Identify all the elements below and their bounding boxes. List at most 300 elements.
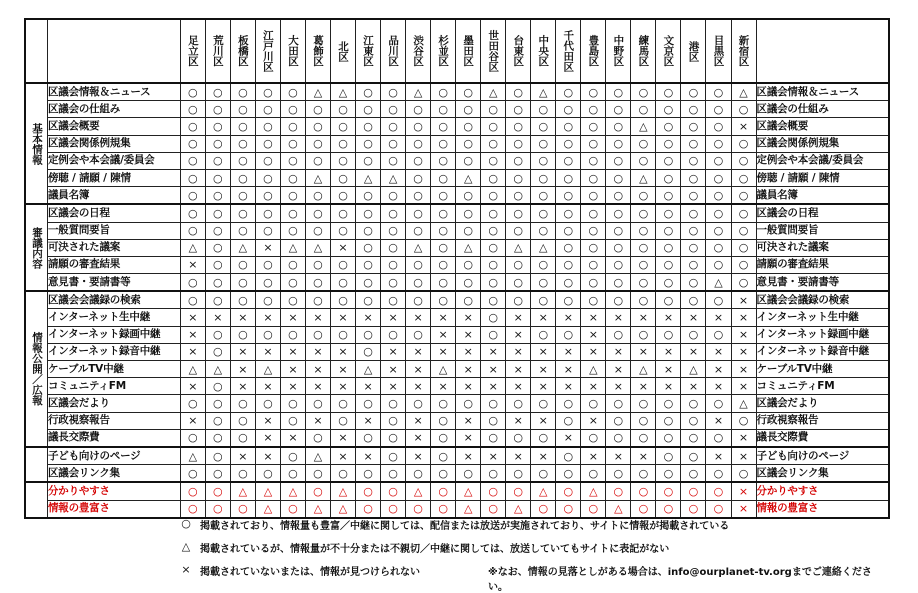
rating-mark: ○: [706, 500, 731, 518]
rating-mark: ×: [656, 378, 681, 395]
rating-mark: ○: [331, 169, 356, 186]
rating-mark: ○: [381, 291, 406, 309]
rating-mark: ○: [205, 465, 230, 483]
rating-mark: ○: [556, 291, 581, 309]
rating-mark: ○: [205, 291, 230, 309]
rating-mark: ○: [205, 482, 230, 500]
rating-mark: ○: [406, 274, 431, 292]
rating-mark: ○: [280, 101, 305, 118]
rating-mark: ○: [456, 256, 481, 273]
ward-header: [706, 19, 731, 83]
rating-mark: ○: [280, 500, 305, 518]
rating-mark: ×: [456, 429, 481, 447]
rating-mark: ○: [255, 326, 280, 343]
table-row: [25, 465, 889, 483]
rating-mark: △: [280, 239, 305, 256]
rating-mark: ○: [581, 187, 606, 205]
rating-mark: ○: [431, 187, 456, 205]
row-label: 区議会会議録の検索: [47, 291, 180, 309]
rating-mark: ×: [406, 361, 431, 378]
rating-mark: ○: [230, 256, 255, 273]
rating-mark: ○: [481, 187, 506, 205]
rating-mark: ×: [556, 378, 581, 395]
ward-header: [280, 19, 305, 83]
legend-circle-text: 掲載されており、情報量も豊富／中継に関しては、配信または放送が実施されており、サイトに情報が掲載されている: [200, 521, 730, 532]
rating-mark: ○: [280, 118, 305, 135]
rating-mark: △: [456, 500, 481, 518]
rating-mark: ×: [456, 412, 481, 429]
row-label: 区議会情報＆ニュース: [47, 83, 180, 101]
ward-name: 板橋区: [236, 35, 249, 67]
rating-mark: ○: [280, 135, 305, 152]
rating-mark: ○: [706, 326, 731, 343]
rating-mark: ×: [731, 291, 756, 309]
rating-mark: ○: [606, 256, 631, 273]
table-row: [25, 101, 889, 118]
ward-header: [581, 19, 606, 83]
rating-mark: ○: [456, 274, 481, 292]
rating-mark: ○: [356, 135, 381, 152]
rating-mark: ○: [506, 465, 531, 483]
rating-mark: ×: [506, 361, 531, 378]
rating-mark: ×: [731, 118, 756, 135]
rating-mark: ○: [456, 118, 481, 135]
rating-mark: ○: [180, 152, 205, 169]
rating-mark: ×: [606, 378, 631, 395]
rating-mark: ○: [581, 291, 606, 309]
rating-mark: ○: [331, 204, 356, 222]
rating-mark: ×: [255, 239, 280, 256]
rating-mark: ×: [356, 447, 381, 465]
rating-mark: ×: [331, 343, 356, 360]
rating-mark: ○: [305, 118, 330, 135]
rating-mark: ○: [681, 256, 706, 273]
rating-mark: ○: [230, 222, 255, 239]
rating-mark: △: [531, 239, 556, 256]
row-label: 分かりやすさ: [47, 482, 180, 500]
rating-mark: ○: [331, 101, 356, 118]
rating-mark: △: [255, 361, 280, 378]
rating-mark: ○: [280, 447, 305, 465]
rating-mark: ○: [406, 291, 431, 309]
rating-mark: ○: [681, 274, 706, 292]
rating-mark: △: [305, 447, 330, 465]
rating-mark: △: [456, 169, 481, 186]
rating-mark: ○: [431, 101, 456, 118]
rating-mark: ○: [481, 169, 506, 186]
rating-mark: ×: [305, 361, 330, 378]
rating-mark: ○: [631, 395, 656, 412]
ward-header: [481, 19, 506, 83]
rating-mark: ○: [656, 83, 681, 101]
rating-mark: ○: [556, 395, 581, 412]
rating-mark: ○: [531, 204, 556, 222]
rating-mark: ○: [305, 152, 330, 169]
rating-mark: ○: [606, 169, 631, 186]
rating-mark: ○: [656, 239, 681, 256]
row-label-right: 区議会概要: [756, 118, 889, 135]
rating-mark: ○: [280, 83, 305, 101]
rating-mark: ○: [656, 118, 681, 135]
table-row: [25, 222, 889, 239]
rating-mark: ×: [305, 378, 330, 395]
rating-mark: △: [456, 482, 481, 500]
rating-mark: ○: [180, 135, 205, 152]
rating-mark: ×: [255, 343, 280, 360]
rating-mark: ○: [431, 395, 456, 412]
row-label: インターネット生中継: [47, 309, 180, 326]
ward-name: 足立区: [186, 35, 199, 67]
rating-mark: ○: [556, 256, 581, 273]
rating-mark: ×: [581, 447, 606, 465]
rating-mark: ○: [481, 118, 506, 135]
rating-mark: ○: [230, 135, 255, 152]
ward-header: [606, 19, 631, 83]
row-label: 情報の豊富さ: [47, 500, 180, 518]
rating-mark: △: [305, 83, 330, 101]
row-label-right: 可決された議案: [756, 239, 889, 256]
rating-mark: ○: [381, 447, 406, 465]
rating-mark: △: [305, 169, 330, 186]
rating-mark: ×: [531, 378, 556, 395]
rating-mark: △: [255, 482, 280, 500]
rating-mark: ○: [481, 101, 506, 118]
rating-mark: ○: [305, 101, 330, 118]
rating-mark: ○: [481, 239, 506, 256]
rating-mark: ○: [706, 135, 731, 152]
row-label: 可決された議案: [47, 239, 180, 256]
rating-mark: ○: [305, 291, 330, 309]
rating-mark: ○: [581, 204, 606, 222]
row-label: インターネット録画中継: [47, 326, 180, 343]
rating-mark: ○: [205, 187, 230, 205]
rating-mark: ○: [631, 222, 656, 239]
survey-table-container: [24, 18, 890, 519]
rating-mark: ○: [406, 135, 431, 152]
rating-mark: ○: [531, 256, 556, 273]
rating-mark: ○: [356, 291, 381, 309]
ward-name: 江東区: [362, 35, 375, 67]
rating-mark: ○: [280, 256, 305, 273]
rating-mark: ○: [656, 187, 681, 205]
rating-mark: ○: [280, 326, 305, 343]
rating-mark: △: [581, 361, 606, 378]
ward-header: [331, 19, 356, 83]
rating-mark: ○: [406, 326, 431, 343]
rating-mark: ○: [731, 169, 756, 186]
table-row: [25, 309, 889, 326]
ward-name: 目黒区: [712, 35, 725, 67]
rating-mark: ○: [631, 274, 656, 292]
table-row: [25, 378, 889, 395]
rating-mark: ○: [305, 326, 330, 343]
category-cell: [25, 291, 47, 447]
rating-mark: ○: [706, 101, 731, 118]
rating-mark: ○: [531, 429, 556, 447]
rating-mark: ○: [506, 83, 531, 101]
rating-mark: ×: [255, 309, 280, 326]
rating-mark: ○: [255, 101, 280, 118]
rating-mark: ○: [406, 256, 431, 273]
rating-mark: ×: [406, 378, 431, 395]
rating-mark: ○: [581, 135, 606, 152]
rating-mark: ×: [556, 309, 581, 326]
table-row: [25, 482, 889, 500]
rating-mark: ×: [531, 309, 556, 326]
ward-header: [431, 19, 456, 83]
rating-mark: ○: [556, 118, 581, 135]
rating-mark: ○: [556, 412, 581, 429]
rating-mark: ○: [230, 118, 255, 135]
rating-mark: ○: [581, 83, 606, 101]
rating-mark: ×: [631, 447, 656, 465]
rating-mark: ○: [631, 204, 656, 222]
rating-mark: ○: [506, 187, 531, 205]
table-row: [25, 83, 889, 101]
rating-mark: ○: [481, 256, 506, 273]
row-label: 区議会概要: [47, 118, 180, 135]
rating-mark: ○: [356, 83, 381, 101]
rating-mark: ○: [681, 187, 706, 205]
rating-mark: ○: [531, 169, 556, 186]
rating-mark: ○: [506, 429, 531, 447]
rating-mark: ○: [631, 256, 656, 273]
rating-mark: ○: [205, 101, 230, 118]
rating-mark: ○: [356, 326, 381, 343]
rating-mark: ×: [731, 343, 756, 360]
corner-cell-right: [756, 19, 889, 83]
rating-mark: ○: [606, 222, 631, 239]
rating-mark: ○: [581, 239, 606, 256]
rating-mark: ×: [456, 326, 481, 343]
rating-mark: ○: [456, 465, 481, 483]
rating-mark: ○: [481, 482, 506, 500]
rating-mark: ○: [356, 395, 381, 412]
rating-mark: ○: [356, 256, 381, 273]
ward-name: 中央区: [537, 35, 550, 67]
rating-mark: ○: [305, 274, 330, 292]
rating-mark: ○: [556, 239, 581, 256]
rating-mark: ○: [606, 395, 631, 412]
row-label-right: ケーブルTV中継: [756, 361, 889, 378]
rating-mark: ×: [731, 500, 756, 518]
rating-mark: ×: [331, 447, 356, 465]
rating-mark: ○: [531, 187, 556, 205]
rating-mark: ○: [381, 101, 406, 118]
rating-mark: ×: [406, 343, 431, 360]
rating-mark: ○: [356, 500, 381, 518]
ward-name: 港区: [687, 40, 700, 62]
rating-mark: ○: [731, 204, 756, 222]
rating-mark: ○: [456, 291, 481, 309]
rating-mark: ○: [731, 465, 756, 483]
rating-mark: ×: [456, 343, 481, 360]
rating-mark: ○: [381, 412, 406, 429]
rating-mark: ○: [506, 256, 531, 273]
table-row: [25, 239, 889, 256]
ward-header: [631, 19, 656, 83]
rating-mark: ×: [331, 429, 356, 447]
ward-header: [656, 19, 681, 83]
rating-mark: ○: [656, 326, 681, 343]
ward-name: 千代田区: [562, 30, 575, 72]
rating-mark: ○: [681, 101, 706, 118]
rating-mark: ○: [431, 169, 456, 186]
table-row: [25, 291, 889, 309]
rating-mark: △: [631, 361, 656, 378]
rating-mark: ×: [180, 256, 205, 273]
rating-mark: ○: [681, 326, 706, 343]
table-row: [25, 326, 889, 343]
rating-mark: ×: [305, 309, 330, 326]
rating-mark: ○: [406, 395, 431, 412]
rating-mark: ○: [406, 500, 431, 518]
rating-mark: ○: [681, 412, 706, 429]
ward-header: [381, 19, 406, 83]
rating-mark: ○: [431, 429, 456, 447]
rating-mark: ○: [731, 256, 756, 273]
ward-name: 文京区: [662, 35, 675, 67]
rating-mark: ○: [581, 500, 606, 518]
rating-mark: ○: [531, 118, 556, 135]
rating-mark: ○: [656, 169, 681, 186]
rating-mark: ○: [506, 204, 531, 222]
rating-mark: ×: [631, 343, 656, 360]
rating-mark: ○: [180, 118, 205, 135]
rating-mark: ×: [230, 378, 255, 395]
rating-mark: ○: [356, 118, 381, 135]
row-label-right: 区議会だより: [756, 395, 889, 412]
rating-mark: ○: [255, 291, 280, 309]
rating-mark: ○: [656, 395, 681, 412]
table-row: [25, 187, 889, 205]
row-label: 傍聴 / 請願 / 陳情: [47, 169, 180, 186]
rating-mark: ○: [205, 152, 230, 169]
rating-mark: ×: [456, 378, 481, 395]
rating-mark: ○: [706, 429, 731, 447]
rating-mark: ×: [731, 378, 756, 395]
rating-mark: ○: [230, 291, 255, 309]
rating-mark: ×: [431, 326, 456, 343]
rating-mark: △: [581, 482, 606, 500]
rating-mark: ○: [280, 395, 305, 412]
rating-mark: ×: [356, 309, 381, 326]
rating-mark: ○: [205, 135, 230, 152]
rating-mark: ○: [280, 169, 305, 186]
rating-mark: ○: [205, 274, 230, 292]
ward-header: [230, 19, 255, 83]
rating-mark: ○: [606, 83, 631, 101]
rating-mark: ○: [556, 274, 581, 292]
rating-mark: ○: [180, 395, 205, 412]
row-label: 意見書・要請書等: [47, 274, 180, 292]
rating-mark: ○: [431, 135, 456, 152]
ward-website-survey-table: [24, 18, 890, 519]
ward-name: 大田区: [286, 35, 299, 67]
rating-mark: ○: [255, 83, 280, 101]
legend-triangle: [178, 540, 878, 563]
ward-name: 中野区: [612, 35, 625, 67]
legend-cross: [178, 563, 878, 593]
ward-header: [305, 19, 330, 83]
rating-mark: ×: [706, 343, 731, 360]
rating-mark: ×: [531, 412, 556, 429]
rating-mark: ○: [481, 152, 506, 169]
rating-mark: ○: [606, 204, 631, 222]
rating-mark: ×: [481, 343, 506, 360]
rating-mark: ○: [305, 222, 330, 239]
rating-mark: ○: [481, 291, 506, 309]
rating-mark: ○: [406, 222, 431, 239]
row-label-right: 区議会の日程: [756, 204, 889, 222]
table-row: [25, 256, 889, 273]
table-row: [25, 361, 889, 378]
rating-mark: ○: [230, 412, 255, 429]
rating-mark: ○: [706, 465, 731, 483]
rating-mark: ○: [656, 482, 681, 500]
rating-mark: △: [506, 239, 531, 256]
table-row: [25, 135, 889, 152]
rating-mark: ×: [706, 309, 731, 326]
rating-mark: ○: [531, 465, 556, 483]
rating-mark: △: [631, 118, 656, 135]
rating-mark: ×: [180, 378, 205, 395]
rating-mark: ○: [681, 395, 706, 412]
rating-mark: ○: [431, 256, 456, 273]
rating-mark: ○: [456, 135, 481, 152]
rating-mark: ○: [406, 204, 431, 222]
rating-mark: ×: [706, 361, 731, 378]
rating-mark: ○: [180, 500, 205, 518]
rating-mark: ○: [180, 222, 205, 239]
rating-mark: ○: [606, 326, 631, 343]
rating-mark: ○: [606, 239, 631, 256]
rating-mark: ○: [556, 169, 581, 186]
rating-mark: ○: [356, 465, 381, 483]
rating-mark: ○: [481, 500, 506, 518]
rating-mark: ○: [656, 152, 681, 169]
ward-header: [681, 19, 706, 83]
rating-mark: ○: [606, 118, 631, 135]
legend-cross-text: 掲載されていないまたは、情報が見つけられない: [200, 567, 420, 578]
rating-mark: ○: [531, 326, 556, 343]
rating-mark: ○: [631, 465, 656, 483]
rating-mark: ○: [331, 256, 356, 273]
rating-mark: ○: [731, 101, 756, 118]
rating-mark: ×: [381, 309, 406, 326]
rating-mark: ×: [431, 309, 456, 326]
rating-mark: ○: [305, 429, 330, 447]
rating-mark: ○: [205, 429, 230, 447]
rating-mark: ○: [581, 395, 606, 412]
rating-mark: ○: [255, 465, 280, 483]
rating-mark: ○: [280, 222, 305, 239]
row-label-right: インターネット録音中継: [756, 343, 889, 360]
rating-mark: ○: [631, 135, 656, 152]
rating-mark: ○: [356, 274, 381, 292]
rating-mark: ×: [556, 429, 581, 447]
rating-mark: ○: [506, 482, 531, 500]
ward-name: 杉並区: [437, 35, 450, 67]
rating-mark: ×: [255, 378, 280, 395]
survey-body: [25, 83, 889, 518]
rating-mark: ○: [331, 274, 356, 292]
rating-mark: ○: [381, 395, 406, 412]
rating-mark: △: [431, 361, 456, 378]
rating-mark: ○: [180, 274, 205, 292]
rating-mark: ○: [431, 291, 456, 309]
rating-mark: ×: [506, 447, 531, 465]
